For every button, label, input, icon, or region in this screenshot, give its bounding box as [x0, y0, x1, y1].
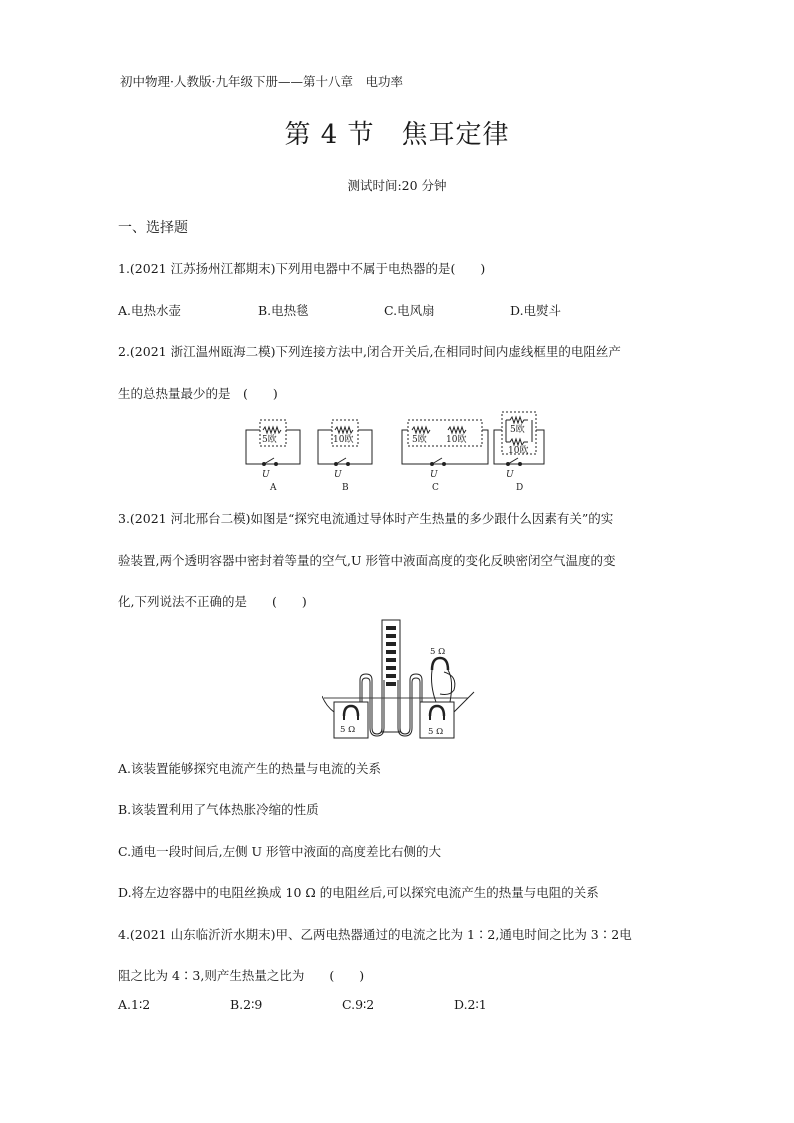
question-2-stem-line-1: 2.(2021 浙江温州瓯海二模)下列连接方法中,闭合开关后,在相同时间内虚线框里的电阻丝产	[118, 344, 621, 359]
question-3-option-c: C.通电一段时间后,左侧 U 形管中液面的高度差比右侧的大	[118, 844, 442, 859]
circuit-d-resistance-2: 10欧	[508, 446, 529, 456]
circuit-b-label: B	[342, 483, 349, 493]
circuit-b-resistance: 10欧	[333, 435, 354, 445]
question-3-option-b: B.该装置利用了气体热胀冷缩的性质	[118, 802, 319, 817]
circuit-d-label: D	[516, 483, 524, 493]
question-4-option-d: D.2∶1	[454, 997, 487, 1012]
question-2-circuit-figure	[240, 408, 560, 496]
circuit-d	[494, 412, 544, 466]
circuit-c-label: C	[432, 483, 439, 493]
circuit-c-voltage: U	[430, 470, 438, 480]
resistor-top-label: 5 Ω	[430, 647, 446, 657]
question-3-stem-line-2: 验装置,两个透明容器中密封着等量的空气,U 形管中液面高度的变化反映密闭空气温度的变	[118, 553, 616, 568]
circuit-d-resistance-1: 5欧	[510, 425, 525, 435]
question-1-option-d: D.电熨斗	[510, 303, 562, 318]
question-3-option-d: D.将左边容器中的电阻丝换成 10 Ω 的电阻丝后,可以探究电流产生的热量与电阻的关系	[118, 885, 599, 900]
question-4-option-c: C.9∶2	[342, 997, 375, 1012]
question-1-stem: 1.(2021 江苏扬州江都期末)下列用电器中不属于电热器的是( )	[118, 261, 486, 276]
circuit-c-resistance-2: 10欧	[446, 435, 467, 445]
question-3-stem-line-1: 3.(2021 河北邢台二模)如图是“探究电流通过导体时产生热量的多少跟什么因素有关”的实	[118, 511, 614, 526]
resistor-right-label: 5 Ω	[428, 727, 444, 737]
circuit-a-voltage: U	[262, 470, 270, 480]
question-1-option-b: B.电热毯	[258, 303, 309, 318]
circuit-c-resistance-1: 5欧	[412, 435, 427, 445]
question-3-apparatus-figure	[322, 616, 482, 746]
resistor-left-label: 5 Ω	[340, 725, 356, 735]
page-header: 初中物理·人教版·九年级下册——第十八章 电功率	[120, 74, 403, 89]
circuit-a-label: A	[270, 483, 277, 493]
circuit-d-voltage: U	[506, 470, 514, 480]
question-1-option-c: C.电风扇	[384, 303, 435, 318]
circuit-a-resistance: 5欧	[262, 435, 277, 445]
question-4-stem-line-2: 阻之比为 4∶3,则产生热量之比为 ( )	[118, 968, 365, 983]
question-3-option-a: A.该装置能够探究电流产生的热量与电流的关系	[118, 761, 382, 776]
question-2-stem-line-2: 生的总热量最少的是 ( )	[118, 386, 278, 401]
question-4-option-b: B.2∶9	[230, 997, 263, 1012]
question-4-stem-line-1: 4.(2021 山东临沂沂水期末)甲、乙两电热器通过的电流之比为 1∶2,通电时间之比为 3∶2电	[118, 927, 632, 942]
question-4-option-a: A.1∶2	[118, 997, 151, 1012]
page-title: 第 4 节 焦耳定律	[284, 120, 510, 150]
question-3-stem-line-3: 化,下列说法不正确的是 ( )	[118, 594, 307, 609]
circuit-b-voltage: U	[334, 470, 342, 480]
test-time: 测试时间:20 分钟	[347, 178, 447, 193]
question-1-option-a: A.电热水壶	[118, 303, 182, 318]
section-heading: 一、选择题	[118, 220, 188, 236]
